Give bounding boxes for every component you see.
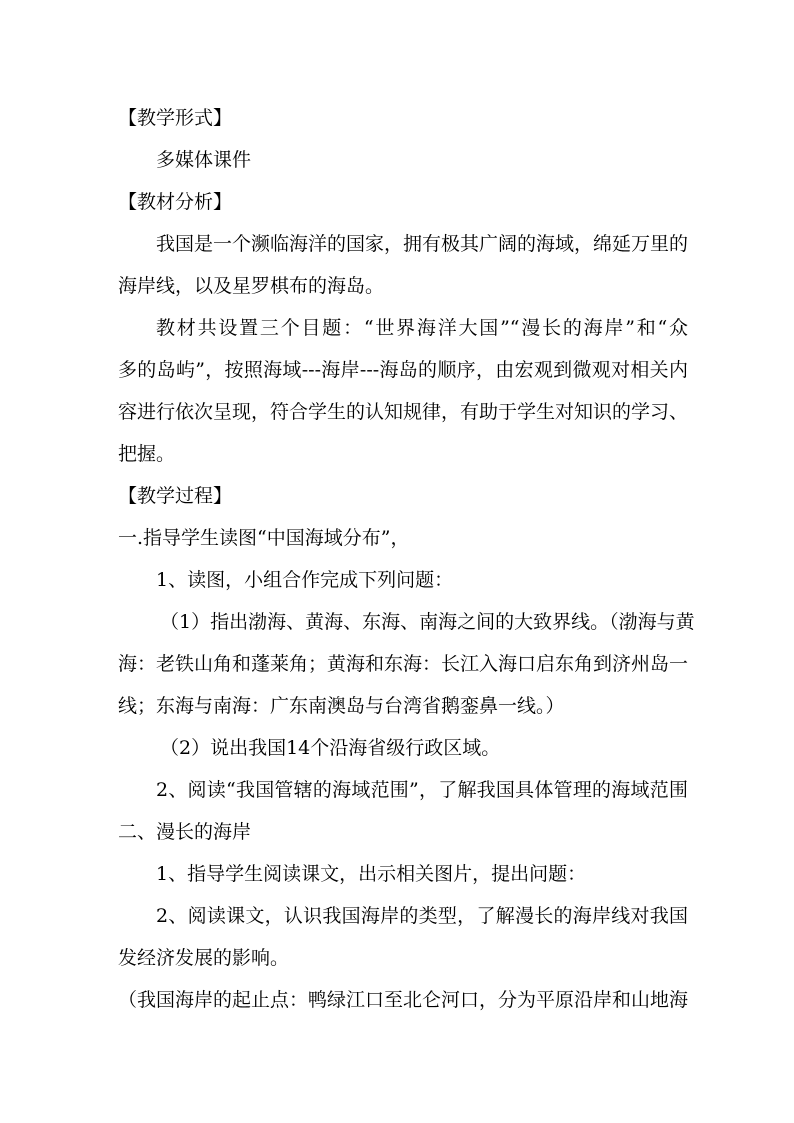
paragraph-line: 1、读图，小组合作完成下列问题： [156,569,454,591]
paragraph-line: 多媒体课件 [156,149,252,171]
paragraph-line: 线；东海与南海：广东南澳岛与台湾省鹅銮鼻一线。） [118,695,565,717]
section-heading-long-coastline: 二、漫长的海岸 [118,821,252,843]
section-heading-teaching-process: 【教学过程】 [118,485,233,507]
paragraph-line: 容进行依次呈现，符合学生的认知规律，有助于学生对知识的学习、 [118,401,689,423]
paragraph-line: （我国海岸的起止点：鸭绿江口至北仑河口，分为平原沿岸和山地海 [118,989,689,1011]
paragraph-line: 2、阅读课文，认识我国海岸的类型，了解漫长的海岸线对我国 [156,905,688,927]
paragraph-line: 多的岛屿”，按照海域---海岸---海岛的顺序，由宏观到微观对相关内 [118,359,688,381]
paragraph-line: 把握。 [118,443,176,465]
paragraph-line: （2）说出我国14个沿海省级行政区域。 [160,737,501,759]
section-heading-teaching-form: 【教学形式】 [118,107,233,129]
paragraph-line: 1、指导学生阅读课文，出示相关图片，提出问题： [156,863,587,885]
paragraph-line: 一.指导学生读图“中国海域分布”， [118,527,410,549]
paragraph-line: 海岸线，以及星罗棋布的海岛。 [118,275,385,297]
paragraph-line: （1）指出渤海、黄海、东海、南海之间的大致界线。（渤海与黄 [160,611,695,633]
section-heading-material-analysis: 【教材分析】 [118,191,233,213]
paragraph-line: 海：老铁山角和蓬莱角；黄海和东海：长江入海口启东角到济州岛一 [118,653,689,675]
paragraph-line: 我国是一个濒临海洋的国家，拥有极其广阔的海域，绵延万里的 [156,233,689,255]
paragraph-line: 教材共设置三个目题：“世界海洋大国”“漫长的海岸”和“众 [156,317,688,339]
paragraph-line: 2、阅读“我国管辖的海域范围”，了解我国具体管理的海域范围 [156,779,688,801]
paragraph-line: 发经济发展的影响。 [118,947,290,969]
